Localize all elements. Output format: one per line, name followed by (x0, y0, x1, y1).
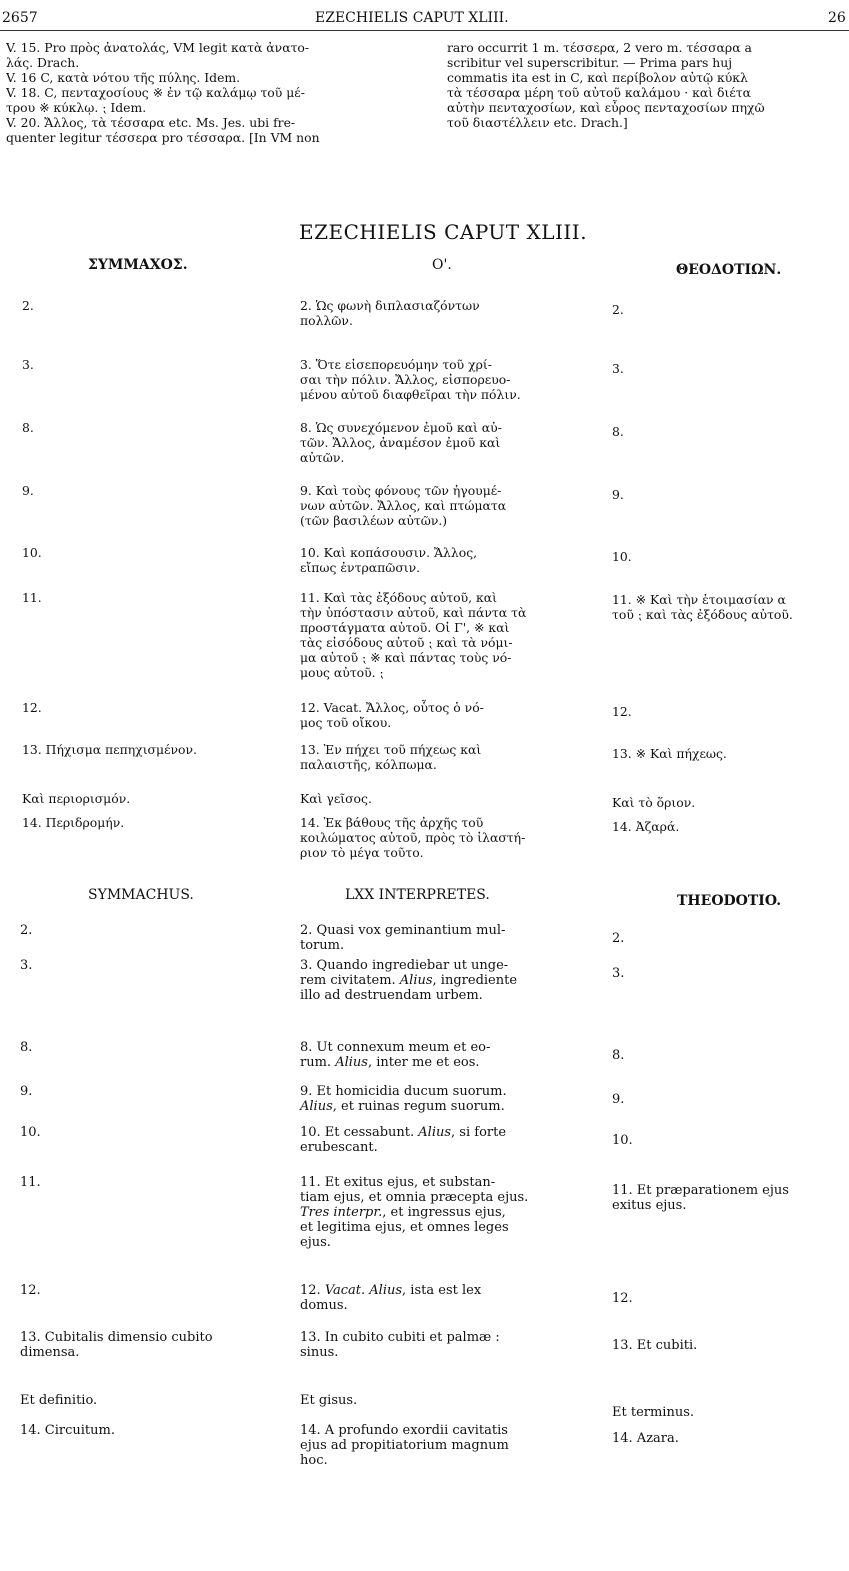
lxx-greek-entry (300, 791, 580, 806)
symmachus-latin-entry (20, 1175, 285, 1190)
text-fragment: , et ruinas regum suorum. (332, 1099, 505, 1114)
note-line: τρου ※ κύκλῳ. ⁏ Idem. (6, 100, 147, 115)
theodotion-greek-entry (612, 592, 849, 622)
lxx-greek-entry-line: προστάγματα αὐτοῦ. Οἱ Γ', ※ καὶ (300, 620, 510, 635)
theodotion-greek-entry (612, 795, 849, 810)
text-fragment: rem civitatem. (300, 973, 400, 988)
lxx-latin-entry-line (300, 973, 580, 988)
theodotion-greek-entry-line: 13. ※ Καὶ πήχεως. (612, 746, 727, 761)
theodotion-greek-entry (612, 424, 849, 439)
lxx-latin-entry-line: 9. Et homicidia ducum suorum. (300, 1084, 507, 1099)
theodotion-greek-entry-line: Καὶ τὸ ὅριον. (612, 795, 696, 810)
text-fragment: rum. (300, 1055, 336, 1070)
theodotion-greek-entry (612, 819, 849, 834)
page-number-left: 2657 (2, 10, 38, 26)
symmachus-greek-entry: 10. (22, 545, 42, 560)
lxx-greek-entry-line: 8. Ὡς συνεχόμενον ἐμοῦ καὶ αὐ- (300, 420, 502, 435)
lxx-greek-entry-line: 14. Ἐκ βάθους τῆς ἀρχῆς τοῦ (300, 815, 484, 830)
lxx-latin-entry-line: 3. Quando ingrediebar ut unge- (300, 958, 509, 973)
lxx-greek-entry-line: Καὶ γεῖσος. (300, 791, 372, 806)
column-head-symmachus-greek: ΣΥΜΜΑΧΟΣ. (88, 257, 188, 273)
theodotion-greek-entry-line: 9. (612, 487, 624, 502)
lxx-latin-entry-line: sinus. (300, 1345, 339, 1360)
lxx-latin-entry-line: Et gisus. (300, 1393, 358, 1408)
symmachus-latin-entry-line: 11. (20, 1175, 41, 1190)
text-fragment: 12. (300, 1283, 325, 1298)
symmachus-latin-entry (20, 1393, 285, 1408)
theodotion-latin-entry (612, 1431, 849, 1446)
note-line: raro occurrit 1 m. τέσσερα, 2 vero m. τέσσαρα a (447, 40, 752, 55)
lxx-greek-entry-line: 9. Καὶ τοὺς φόνους τῶν ἡγουμέ- (300, 483, 502, 498)
lxx-latin-entry-line: 11. Et exitus ejus, et substan- (300, 1175, 496, 1190)
lxx-greek-entry (300, 742, 580, 772)
lxx-greek-entry-line: μους αὐτοῦ. ⁏ (300, 665, 384, 680)
lxx-latin-entry-line (300, 1055, 580, 1070)
note-line: V. 15. Pro πρὸς ἀνατολάς, VM legit κατὰ ἀνατο- (6, 40, 310, 55)
lxx-latin-entry (300, 1393, 580, 1408)
theodotion-latin-entry (612, 931, 849, 946)
symmachus-greek-entry: 12. (22, 700, 42, 715)
text-fragment: 10. Et cessabunt. (300, 1125, 419, 1140)
symmachus-greek-entry: 14. Περιδρομήν. (22, 815, 125, 830)
text-fragment: , ingrediente (432, 973, 518, 988)
note-line: quenter legitur τέσσερα pro τέσσαρα. [In VM non (6, 130, 320, 145)
lxx-greek-entry-line: σαι τὴν πόλιν. Ἄλλος, εἰσπορευο- (300, 372, 511, 387)
lxx-greek-entry-line: κοιλώματος αὐτοῦ, πρὸς τὸ ἱλαστή- (300, 830, 526, 845)
lxx-greek-entry (300, 420, 580, 465)
text-fragment: Alius (399, 973, 433, 988)
lxx-greek-entry-line: 2. Ὡς φωνὴ διπλασιαζόντων (300, 298, 480, 313)
theodotion-latin-entry-line: 2. (612, 931, 625, 946)
theodotion-latin-entry-line: 10. (612, 1133, 633, 1148)
text-fragment: Vacat. (324, 1283, 366, 1298)
lxx-latin-entry-line (300, 1205, 580, 1220)
lxx-latin-entry (300, 1423, 580, 1468)
lxx-greek-entry-line: ριον τὸ μέγα τοῦτο. (300, 845, 424, 860)
theodotion-greek-entry (612, 549, 849, 564)
lxx-latin-entry-line (300, 1125, 580, 1140)
column-head-theodotion-greek: ΘΕΟΔΟΤΙΩΝ. (676, 262, 782, 278)
lxx-latin-entry (300, 1175, 580, 1250)
symmachus-latin-entry-line: 3. (20, 958, 33, 973)
text-fragment: , si forte (451, 1125, 507, 1140)
theodotion-latin-entry (612, 1048, 849, 1063)
lxx-greek-entry (300, 700, 580, 730)
symmachus-greek-entry: 11. (22, 590, 42, 605)
theodotion-greek-entry-line: 14. Ἀζαρά. (612, 819, 680, 834)
theodotion-latin-entry-line: 8. (612, 1048, 625, 1063)
lxx-greek-entry-line: αὐτῶν. (300, 450, 345, 465)
lxx-latin-entry-line: tiam ejus, et omnia præcepta ejus. (300, 1190, 529, 1205)
theodotion-greek-entry (612, 704, 849, 719)
lxx-latin-entry (300, 1125, 580, 1155)
theodotion-latin-entry-line: 9. (612, 1092, 625, 1107)
lxx-greek-entry-line: 3. Ὅτε εἰσεπορευόμην τοῦ χρί- (300, 357, 492, 372)
lxx-greek-entry-line: 13. Ἐν πήχει τοῦ πήχεως καὶ (300, 742, 482, 757)
lxx-greek-entry-line: παλαιστῆς, κόλπωμα. (300, 757, 437, 772)
lxx-greek-entry-line: μα αὐτοῦ ⁏ ※ καὶ πάντας τοὺς νό- (300, 650, 512, 665)
symmachus-latin-entry-line: 14. Circuitum. (20, 1423, 115, 1438)
note-line: scribitur vel superscribitur. — Prima pars huj (447, 55, 733, 70)
lxx-latin-entry-line (300, 1283, 580, 1298)
lxx-greek-entry-line: 12. Vacat. Ἄλλος, οὗτος ὁ νό- (300, 700, 484, 715)
theodotion-greek-entry-line: 8. (612, 424, 624, 439)
lxx-greek-entry-line: εἴπως ἐντραπῶσιν. (300, 560, 421, 575)
theodotion-latin-entry-line: exitus ejus. (612, 1198, 687, 1213)
note-line: V. 16 C, κατὰ νότου τῆς πύλης. Idem. (6, 70, 241, 85)
lxx-greek-entry-line: τῶν. Ἄλλος, ἀναμέσον ἐμοῦ καὶ (300, 435, 501, 450)
theodotion-latin-entry (612, 1405, 849, 1420)
theodotion-latin-entry-line: 13. Et cubiti. (612, 1338, 698, 1353)
lxx-latin-entry-line: ejus. (300, 1235, 331, 1250)
lxx-greek-entry-line: πολλῶν. (300, 313, 353, 328)
column-head-symmachus-latin: SYMMACHUS. (88, 887, 194, 903)
lxx-greek-entry-line: 11. Καὶ τὰς ἐξόδους αὐτοῦ, καὶ (300, 590, 498, 605)
lxx-greek-entry (300, 357, 580, 402)
lxx-greek-entry-line: νων αὐτῶν. Ἄλλος, καὶ πτώματα (300, 498, 507, 513)
theodotion-latin-entry-line: 11. Et præparationem ejus (612, 1183, 789, 1198)
column-head-theodotion-latin: THEODOTIO. (677, 893, 782, 909)
lxx-latin-entry-line: domus. (300, 1298, 348, 1313)
lxx-latin-entry-line: torum. (300, 938, 345, 953)
lxx-latin-entry-line: 2. Quasi vox geminantium mul- (300, 923, 506, 938)
lxx-greek-entry-line: 10. Καὶ κοπάσουσιν. Ἄλλος, (300, 545, 478, 560)
theodotion-latin-entry-line: 14. Azara. (612, 1431, 679, 1446)
theodotion-greek-entry (612, 302, 849, 317)
theodotion-greek-entry-line: τοῦ ⁏ καὶ τὰς ἐξόδους αὐτοῦ. (612, 607, 793, 622)
lxx-latin-entry-line: 8. Ut connexum meum et eo- (300, 1040, 491, 1055)
note-line: τοῦ διαστέλλειν etc. Drach.] (447, 115, 628, 130)
theodotion-greek-entry (612, 746, 849, 761)
note-line: V. 18. C, πενταχοσίους ※ ἐν τῷ καλάμῳ τοῦ μέ- (6, 85, 305, 100)
text-fragment: Alius (300, 1099, 333, 1114)
symmachus-greek-entry: Καὶ περιορισμόν. (22, 791, 131, 806)
symmachus-latin-entry-line: 13. Cubitalis dimensio cubito (20, 1330, 213, 1345)
symmachus-latin-entry-line: 12. (20, 1283, 41, 1298)
theodotion-greek-entry-line: 12. (612, 704, 632, 719)
section-title: EZECHIELIS CAPUT XLIII. (299, 220, 588, 244)
lxx-greek-entry-line: τὴν ὑπόστασιν αὐτοῦ, καὶ πάντα τὰ (300, 605, 527, 620)
lxx-latin-entry (300, 1283, 580, 1313)
theodotion-latin-entry-line: Et terminus. (612, 1405, 695, 1420)
lxx-latin-entry-line: hoc. (300, 1453, 328, 1468)
symmachus-greek-entry: 2. (22, 298, 34, 313)
lxx-greek-entry-line: (τῶν βασιλέων αὐτῶν.) (300, 513, 448, 528)
symmachus-greek-entry: 13. Πήχισμα πεπηχισμένον. (22, 742, 197, 757)
lxx-latin-entry-line: erubescant. (300, 1140, 378, 1155)
text-fragment: , et ingressus ejus, (382, 1205, 506, 1220)
symmachus-latin-entry (20, 958, 285, 973)
theodotion-latin-entry (612, 1338, 849, 1353)
symmachus-latin-entry-line: Et definitio. (20, 1393, 98, 1408)
lxx-latin-entry (300, 1330, 580, 1360)
note-line: αὐτὴν πενταχοσίων, καὶ εὖρος πενταχοσίων πηχῶ (447, 100, 765, 115)
page-number-right: 26 (828, 10, 846, 26)
column-head-lxx-latin: LXX INTERPRETES. (345, 887, 490, 903)
symmachus-latin-entry (20, 1125, 285, 1140)
note-line: τὰ τέσσαρα μέρη τοῦ αὐτοῦ καλάμου · καὶ διέτα (447, 85, 751, 100)
symmachus-greek-entry: 8. (22, 420, 34, 435)
symmachus-latin-entry-line: 2. (20, 923, 33, 938)
symmachus-latin-entry (20, 1084, 285, 1099)
theodotion-latin-entry (612, 1133, 849, 1148)
lxx-greek-entry-line: μένου αὐτοῦ διαφθεῖραι τὴν πόλιν. (300, 387, 521, 402)
lxx-latin-entry (300, 1040, 580, 1070)
lxx-greek-entry (300, 815, 580, 860)
lxx-greek-entry-line: μος τοῦ οἴκου. (300, 715, 392, 730)
lxx-latin-entry-line: et legitima ejus, et omnes leges (300, 1220, 509, 1235)
lxx-latin-entry (300, 1084, 580, 1114)
symmachus-latin-entry-line: 8. (20, 1040, 33, 1055)
text-fragment: Alius (418, 1125, 452, 1140)
symmachus-latin-entry (20, 1330, 285, 1360)
running-title: EZECHIELIS CAPUT XLIII. (315, 10, 509, 26)
text-fragment: Alius (335, 1055, 368, 1070)
symmachus-latin-entry (20, 1040, 285, 1055)
note-line: λάς. Drach. (6, 55, 80, 70)
theodotion-latin-entry (612, 966, 849, 981)
lxx-latin-entry-line (300, 1099, 580, 1114)
notes-left (6, 40, 424, 145)
theodotion-latin-entry (612, 1291, 849, 1306)
lxx-latin-entry-line: illo ad destruendam urbem. (300, 988, 483, 1003)
theodotion-latin-entry-line: 3. (612, 966, 625, 981)
symmachus-latin-entry (20, 1283, 285, 1298)
lxx-latin-entry (300, 923, 580, 953)
symmachus-latin-entry-line: dimensa. (20, 1345, 80, 1360)
text-fragment: Tres interpr. (300, 1205, 383, 1220)
symmachus-greek-entry: 3. (22, 357, 34, 372)
lxx-greek-entry (300, 298, 580, 328)
theodotion-greek-entry-line: 2. (612, 302, 624, 317)
lxx-greek-entry (300, 545, 580, 575)
text-fragment: , inter me et eos. (367, 1055, 480, 1070)
lxx-greek-entry (300, 483, 580, 528)
text-fragment: , ista est lex (402, 1283, 482, 1298)
symmachus-latin-entry (20, 923, 285, 938)
text-fragment: Alius (369, 1283, 403, 1298)
theodotion-greek-entry (612, 361, 849, 376)
column-head-lxx-greek: Ο'. (432, 257, 452, 273)
lxx-latin-entry-line: 14. A profundo exordii cavitatis (300, 1423, 508, 1438)
symmachus-latin-entry-line: 9. (20, 1084, 33, 1099)
theodotion-greek-entry-line: 10. (612, 549, 632, 564)
lxx-latin-entry-line: ejus ad propitiatorium magnum (300, 1438, 509, 1453)
theodotion-greek-entry-line: 3. (612, 361, 624, 376)
note-line: V. 20. Ἄλλος, τὰ τέσσαρα etc. Ms. Jes. ubi fre- (6, 115, 296, 130)
notes-right (447, 40, 849, 130)
lxx-latin-entry (300, 958, 580, 1003)
symmachus-latin-entry (20, 1423, 285, 1438)
symmachus-greek-entry: 9. (22, 483, 34, 498)
note-line: commatis ita est in C, καὶ περίβολον αὐτῷ κύκλ (447, 70, 748, 85)
header-rule (0, 30, 849, 31)
theodotion-latin-entry (612, 1183, 849, 1213)
theodotion-greek-entry-line: 11. ※ Καὶ τὴν ἑτοιμασίαν α (612, 592, 786, 607)
theodotion-latin-entry-line: 12. (612, 1291, 633, 1306)
theodotion-latin-entry (612, 1092, 849, 1107)
lxx-greek-entry-line: τὰς εἰσόδους αὐτοῦ ⁏ καὶ τὰ νόμι- (300, 635, 513, 650)
theodotion-greek-entry (612, 487, 849, 502)
lxx-latin-entry-line: 13. In cubito cubiti et palmæ : (300, 1330, 500, 1345)
symmachus-latin-entry-line: 10. (20, 1125, 41, 1140)
lxx-greek-entry (300, 590, 580, 680)
